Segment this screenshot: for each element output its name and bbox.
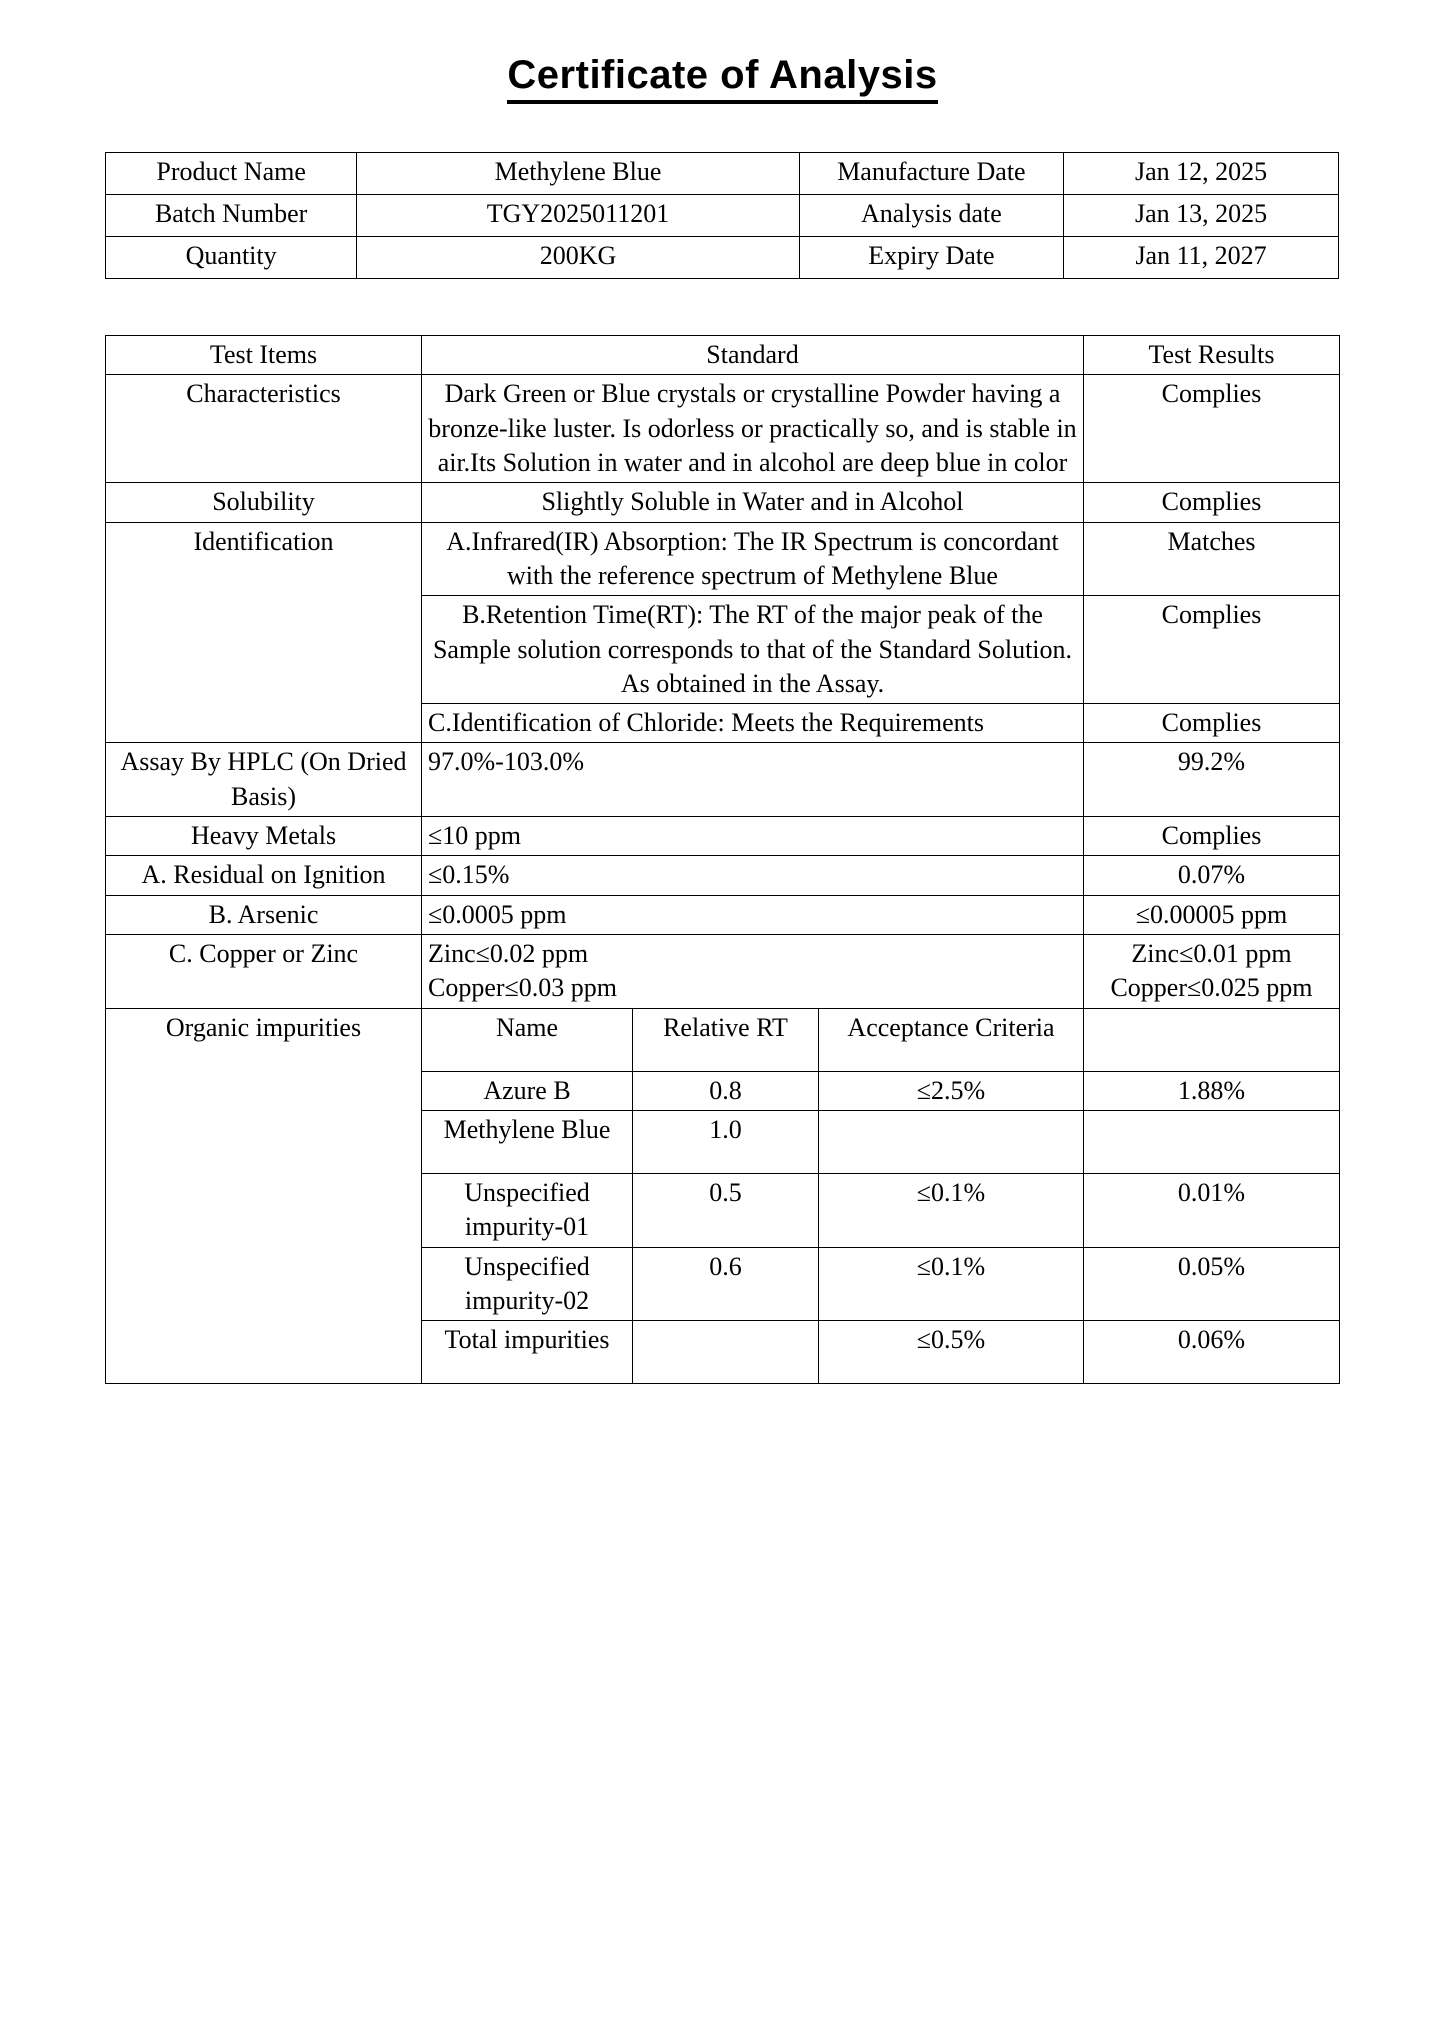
impurity-result: [1084, 1110, 1340, 1173]
impurity-criteria: ≤2.5%: [819, 1071, 1084, 1110]
standard-identification-a: A.Infrared(IR) Absorption: The IR Spectrum is concordant with the reference spectrum of Methylene Blue: [422, 522, 1084, 596]
standard-arsenic: ≤0.0005 ppm: [422, 895, 1084, 934]
standard-copper-zinc: [422, 935, 1084, 1009]
impurity-result: 0.06%: [1084, 1321, 1340, 1384]
batch-number-label: Batch Number: [106, 195, 357, 237]
table-row-characteristics: [106, 375, 1340, 483]
quantity-value: 200KG: [357, 237, 799, 279]
table-row-assay: [106, 743, 1340, 817]
table-row-solubility: [106, 483, 1340, 522]
impurity-rt: [633, 1321, 819, 1384]
result-assay: 99.2%: [1084, 743, 1340, 817]
impurity-rt: 0.5: [633, 1173, 819, 1247]
impurity-name: Unspecified impurity-02: [422, 1247, 633, 1321]
header-test-items: Test Items: [106, 336, 422, 375]
table-row-identification-a: [106, 522, 1340, 596]
item-arsenic: B. Arsenic: [106, 895, 422, 934]
impurity-rt: 0.6: [633, 1247, 819, 1321]
item-solubility: Solubility: [106, 483, 422, 522]
table-row-arsenic: [106, 895, 1340, 934]
impurity-result: 1.88%: [1084, 1071, 1340, 1110]
analysis-date-value: Jan 13, 2025: [1064, 195, 1339, 237]
standard-identification-b: B.Retention Time(RT): The RT of the major peak of the Sample solution corresponds to that of the Standard Solution. As obtained in the Assay.: [422, 596, 1084, 704]
standard-solubility: Slightly Soluble in Water and in Alcohol: [422, 483, 1084, 522]
impurity-criteria: [819, 1110, 1084, 1173]
subheader-relative-rt: Relative RT: [633, 1008, 819, 1071]
subheader-name: Name: [422, 1008, 633, 1071]
item-assay: Assay By HPLC (On Dried Basis): [106, 743, 422, 817]
item-residual-ignition: A. Residual on Ignition: [106, 856, 422, 895]
analysis-date-label: Analysis date: [799, 195, 1063, 237]
table-header-row: [106, 336, 1340, 375]
standard-assay: 97.0%-103.0%: [422, 743, 1084, 817]
result-identification-a: Matches: [1084, 522, 1340, 596]
impurity-name: Azure B: [422, 1071, 633, 1110]
item-heavy-metals: Heavy Metals: [106, 817, 422, 856]
subheader-result-blank: [1084, 1008, 1340, 1071]
product-info-table: [105, 152, 1339, 279]
result-solubility: Complies: [1084, 483, 1340, 522]
expiry-date-value: Jan 11, 2027: [1064, 237, 1339, 279]
manufacture-date-value: Jan 12, 2025: [1064, 153, 1339, 195]
expiry-date-label: Expiry Date: [799, 237, 1063, 279]
standard-identification-c: C.Identification of Chloride: Meets the Requirements: [422, 704, 1084, 743]
table-row-copper-zinc: [106, 935, 1340, 1009]
page-title: [105, 0, 1340, 100]
result-characteristics: Complies: [1084, 375, 1340, 483]
result-residual-ignition: 0.07%: [1084, 856, 1340, 895]
result-identification-c: Complies: [1084, 704, 1340, 743]
item-identification: Identification: [106, 522, 422, 743]
header-test-results: Test Results: [1084, 336, 1340, 375]
standard-copper-zinc-line2: Copper≤0.03 ppm: [428, 973, 618, 1003]
impurity-name: Methylene Blue: [422, 1110, 633, 1173]
impurity-rt: 1.0: [633, 1110, 819, 1173]
batch-number-value: TGY2025011201: [357, 195, 799, 237]
impurity-name: Unspecified impurity-01: [422, 1173, 633, 1247]
result-arsenic: ≤0.00005 ppm: [1084, 895, 1340, 934]
header-standard: Standard: [422, 336, 1084, 375]
impurity-criteria: ≤0.5%: [819, 1321, 1084, 1384]
subheader-acceptance-criteria: Acceptance Criteria: [819, 1008, 1084, 1071]
item-copper-zinc: C. Copper or Zinc: [106, 935, 422, 1009]
item-characteristics: Characteristics: [106, 375, 422, 483]
result-heavy-metals: Complies: [1084, 817, 1340, 856]
impurity-result: 0.01%: [1084, 1173, 1340, 1247]
impurity-result: 0.05%: [1084, 1247, 1340, 1321]
table-row: [106, 153, 1339, 195]
result-identification-b: Complies: [1084, 596, 1340, 704]
table-row-residual-ignition: [106, 856, 1340, 895]
analysis-results-table: [105, 335, 1340, 1384]
item-organic-impurities: Organic impurities: [106, 1008, 422, 1384]
standard-residual-ignition: ≤0.15%: [422, 856, 1084, 895]
impurity-name: Total impurities: [422, 1321, 633, 1384]
table-row: [106, 195, 1339, 237]
result-copper-zinc: [1084, 935, 1340, 1009]
manufacture-date-label: Manufacture Date: [799, 153, 1063, 195]
page-title-text: Certificate of Analysis: [507, 53, 937, 104]
quantity-label: Quantity: [106, 237, 357, 279]
standard-copper-zinc-line1: Zinc≤0.02 ppm: [428, 939, 589, 968]
result-copper-zinc-line2: Copper≤0.025 ppm: [1110, 973, 1313, 1003]
standard-characteristics: Dark Green or Blue crystals or crystalline Powder having a bronze-like luster. Is odorless or practically so, and is stable in air.Its Solution in water and in alcohol are deep blue in color: [422, 375, 1084, 483]
table-row-organic-impurities-header: [106, 1008, 1340, 1071]
standard-heavy-metals: ≤10 ppm: [422, 817, 1084, 856]
impurity-criteria: ≤0.1%: [819, 1173, 1084, 1247]
result-copper-zinc-line1: Zinc≤0.01 ppm: [1131, 939, 1292, 968]
table-row: [106, 237, 1339, 279]
impurity-criteria: ≤0.1%: [819, 1247, 1084, 1321]
table-row-heavy-metals: [106, 817, 1340, 856]
impurity-rt: 0.8: [633, 1071, 819, 1110]
product-name-value: Methylene Blue: [357, 153, 799, 195]
product-name-label: Product Name: [106, 153, 357, 195]
